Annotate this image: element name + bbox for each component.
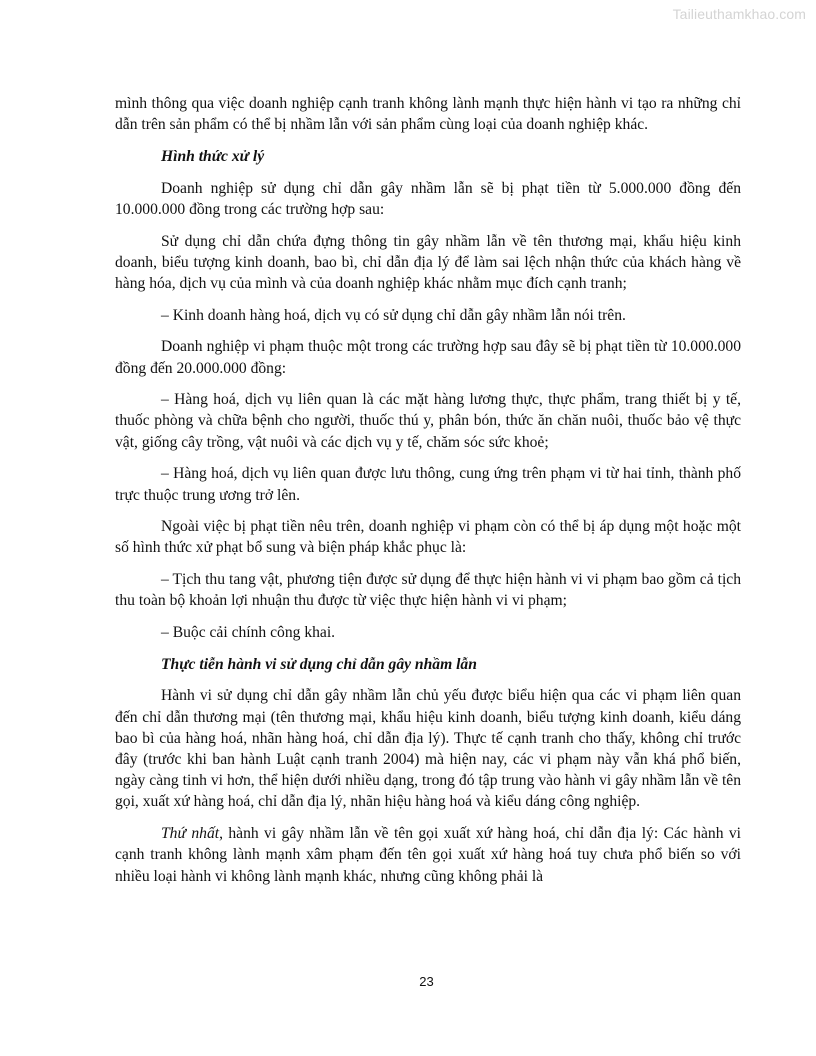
- section-heading: Hình thức xử lý: [161, 147, 265, 165]
- page-number: 23: [419, 974, 434, 989]
- paragraph: – Hàng hoá, dịch vụ liên quan được lưu thông, cung ứng trên phạm vi từ hai tỉnh, thành phố trực thuộc trung ương trở lên.: [115, 465, 741, 504]
- paragraph: mình thông qua việc doanh nghiệp cạnh tranh không lành mạnh thực hiện hành vi tạo ra những chỉ dẫn trên sản phẩm có thể bị nhầm lẫn với sản phẩm cùng loại của doanh nghiệp khác.: [115, 95, 741, 134]
- paragraph: Sử dụng chỉ dẫn chứa đựng thông tin gây nhầm lẫn về tên thương mại, khẩu hiệu kinh doanh, biểu tượng kinh doanh, bao bì, chỉ dẫn địa lý để làm sai lệch nhận thức của khách hàng về hàng hóa, dịch vụ của mình và của doanh nghiệp khác nhằm mục đích cạnh tranh;: [115, 232, 741, 292]
- document-body: [115, 93, 741, 897]
- paragraph: [115, 823, 741, 887]
- paragraph: Doanh nghiệp vi phạm thuộc một trong các trường hợp sau đây sẽ bị phạt tiền từ 10.000.000 đồng đến 20.000.000 đồng:: [115, 338, 741, 377]
- paragraph-text: , hành vi gây nhầm lẫn về tên gọi xuất xứ hàng hoá, chỉ dẫn địa lý: Các hành vi cạnh tranh không lành mạnh xâm phạm đến tên gọi xuất xứ hàng hoá tuy chưa phổ biến so với nhiều loại hành vi không lành mạnh khác, nhưng cũng không phải là: [115, 825, 741, 885]
- emphasis-lead: Thứ nhất: [161, 825, 220, 843]
- section-heading: Thực tiễn hành vi sử dụng chỉ dẫn gây nhầm lẫn: [161, 655, 477, 673]
- paragraph: – Buộc cải chính công khai.: [161, 624, 336, 642]
- watermark: Tailieuthamkhao.com: [672, 6, 806, 22]
- paragraph: – Kinh doanh hàng hoá, dịch vụ có sử dụng chỉ dẫn gây nhầm lẫn nói trên.: [161, 306, 626, 324]
- paragraph: Doanh nghiệp sử dụng chỉ dẫn gây nhầm lẫn sẽ bị phạt tiền từ 5.000.000 đồng đến 10.000.000 đồng trong các trường hợp sau:: [115, 179, 741, 218]
- paragraph: Hành vi sử dụng chỉ dẫn gây nhầm lẫn chủ yếu được biểu hiện qua các vi phạm liên quan đến chỉ dẫn thương mại (tên thương mại, khẩu hiệu kinh doanh, biểu tượng kinh doanh, kiểu dáng bao bì của hàng hoá, nhãn hàng hoá, chỉ dẫn địa lý). Thực tế cạnh tranh cho thấy, không chỉ trước đây (trước khi ban hành Luật cạnh tranh 2004) mà hiện nay, các vi phạm này vẫn khá phổ biến, ngày càng tinh vi hơn, thể hiện dưới nhiều dạng, trong đó tập trung vào hành vi gây nhầm lẫn về tên gọi, xuất xứ hàng hoá, chỉ dẫn địa lý, nhãn hiệu hàng hoá và kiểu dáng công nghiệp.: [115, 687, 741, 811]
- paragraph: – Hàng hoá, dịch vụ liên quan là các mặt hàng lương thực, thực phẩm, trang thiết bị y tế, thuốc phòng và chữa bệnh cho người, thuốc thú y, phân bón, thức ăn chăn nuôi, thuốc bảo vệ thực vật, giống cây trồng, vật nuôi và các dịch vụ y tế, chăm sóc sức khoẻ;: [115, 391, 741, 451]
- paragraph: Ngoài việc bị phạt tiền nêu trên, doanh nghiệp vi phạm còn có thể bị áp dụng một hoặc một số hình thức xử phạt bổ sung và biện pháp khắc phục là:: [115, 518, 741, 557]
- paragraph: – Tịch thu tang vật, phương tiện được sử dụng để thực hiện hành vi vi phạm bao gồm cả tịch thu toàn bộ khoản lợi nhuận thu được từ việc thực hiện hành vi vi phạm;: [115, 571, 741, 610]
